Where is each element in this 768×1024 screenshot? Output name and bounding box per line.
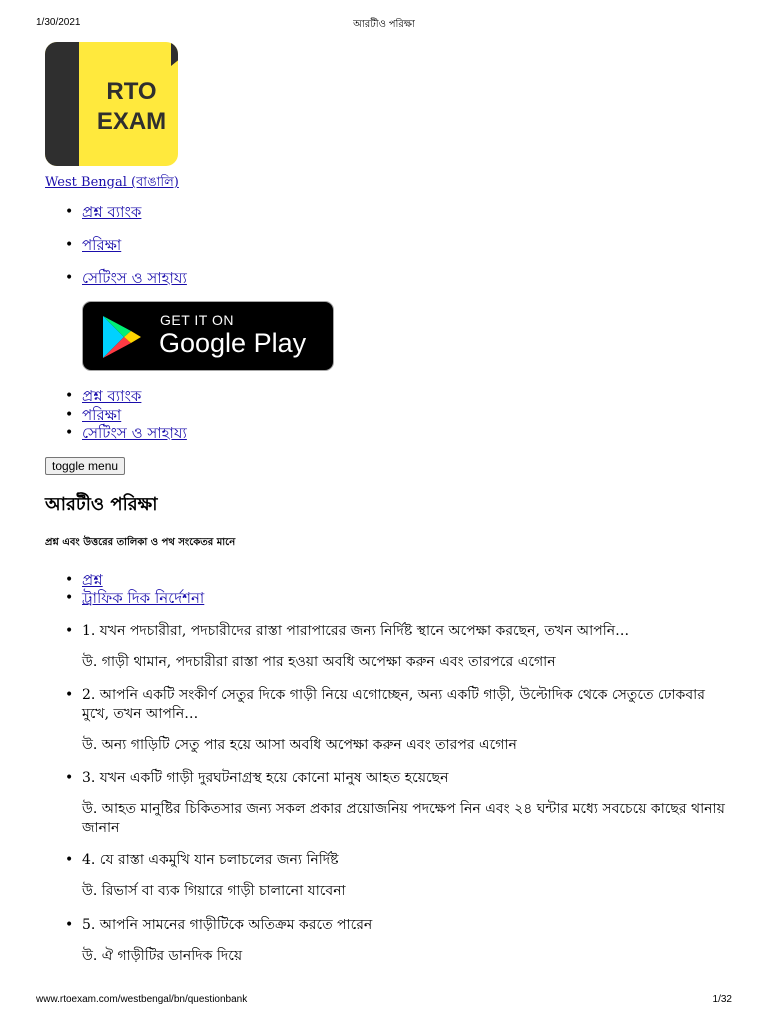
question-item [45,622,725,672]
nav-link-exam[interactable]: পরিক্ষা [82,236,122,254]
question-text: • 1. যখন পদচারীরা, পদচারীদের রাস্তা পারাপারের জন্য নির্দিষ্ট স্থানে অপেক্ষা করছেন, তখন আপনি… [45,622,725,641]
badge-google-play: Google Play [159,328,307,358]
print-header [36,17,732,31]
logo-text-exam: EXAM [96,108,167,135]
nav2-link-question-bank[interactable]: প্রশ্ন ব্যাংক [82,387,142,405]
nav-item [45,406,187,425]
main-nav [45,196,187,295]
question-text: • 5. আপনি সামনের গাড়ীটিকে অতিক্রম করতে পারেন [45,916,725,935]
question-item [45,851,725,901]
question-text: • 4. যে রাস্তা একমুখি যান চলাচলের জন্য নির্দিষ্ট [45,851,725,870]
secondary-nav [45,387,187,443]
question-item [45,686,725,755]
nav-link-settings-help[interactable]: সেটিংস ও সাহায্য [82,269,187,287]
print-page-title: আরটীও পরিক্ষা [353,19,415,30]
print-footer [36,994,732,1008]
tab-item [45,589,204,607]
nav-item [45,262,187,295]
logo-text-rto: RTO [106,78,157,105]
bookmark-icon [171,42,178,68]
rto-exam-logo[interactable] [45,42,178,166]
nav-item [45,196,187,229]
nav-item [45,229,187,262]
tab-item [45,571,204,589]
page-title: আরটীও পরিক্ষা [45,494,158,515]
nav-item [45,424,187,443]
toggle-menu-button[interactable]: toggle menu [45,457,125,475]
state-link[interactable]: West Bengal (বাঙালি) [45,175,179,190]
question-text: • 3. যখন একটি গাড়ী দুরঘটনাগ্রস্থ হয়ে কোনো মানুষ আহত হয়েছেন [45,769,725,788]
answer-text: উ. গাড়ী থামান, পদচারীরা রাস্তা পার হওয়া অবধি অপেক্ষা করুন এবং তারপরে এগোন [82,654,556,670]
print-date: 1/30/2021 [36,17,81,28]
page-subtitle: প্রশ্ন এবং উত্তরের তালিকা ও পথ সংকেতর মানে [45,537,236,548]
badge-get-it-on: GET IT ON [160,312,234,328]
nav2-link-settings-help[interactable]: সেটিংস ও সাহায্য [82,424,187,442]
question-text: • 2. আপনি একটি সংকীর্ণ সেতুর দিকে গাড়ী নিয়ে এগোচ্ছেন, অন্য একটি গাড়ী, উল্টোদিক থেকে সেতুতে ঢোকবার মুখে, তখন আপনি… [45,686,725,724]
nav-item [45,387,187,406]
answer-text: উ. ঐ গাড়ীটির ডানদিক দিয়ে [82,948,243,964]
question-item [45,769,725,838]
answer-text: উ. আহত মানুষ্টির চিকিতসার জন্য সকল প্রকার প্রয়োজনিয় পদক্ষেপ নিন এবং ২৪ ঘন্টার মধ্যে সবচেয়ে কাছের থানায় জানান [82,801,725,836]
tab-traffic-directions[interactable]: ট্রাফিক দিক নির্দেশনা [82,589,205,607]
answer-text: উ. রিভার্স বা ব্যক গিয়ারে গাড়ী চালানো যাবেনা [82,883,346,899]
tab-questions[interactable]: প্রশ্ন [82,571,103,589]
print-page-number: 1/32 [712,994,732,1005]
print-url: www.rtoexam.com/westbengal/bn/questionbank [36,994,248,1005]
nav-link-question-bank[interactable]: প্রশ্ন ব্যাংক [82,203,142,221]
answer-text: উ. অন্য গাড়িটি সেতু পার হয়ে আসা অবধি অপেক্ষা করুন এবং তারপর এগোন [82,737,517,753]
logo-book-spine [45,42,79,166]
google-play-icon [99,314,145,360]
question-item [45,916,725,966]
section-tabs [45,571,204,607]
nav2-link-exam[interactable]: পরিক্ষা [82,405,122,424]
google-play-badge[interactable] [82,301,334,371]
